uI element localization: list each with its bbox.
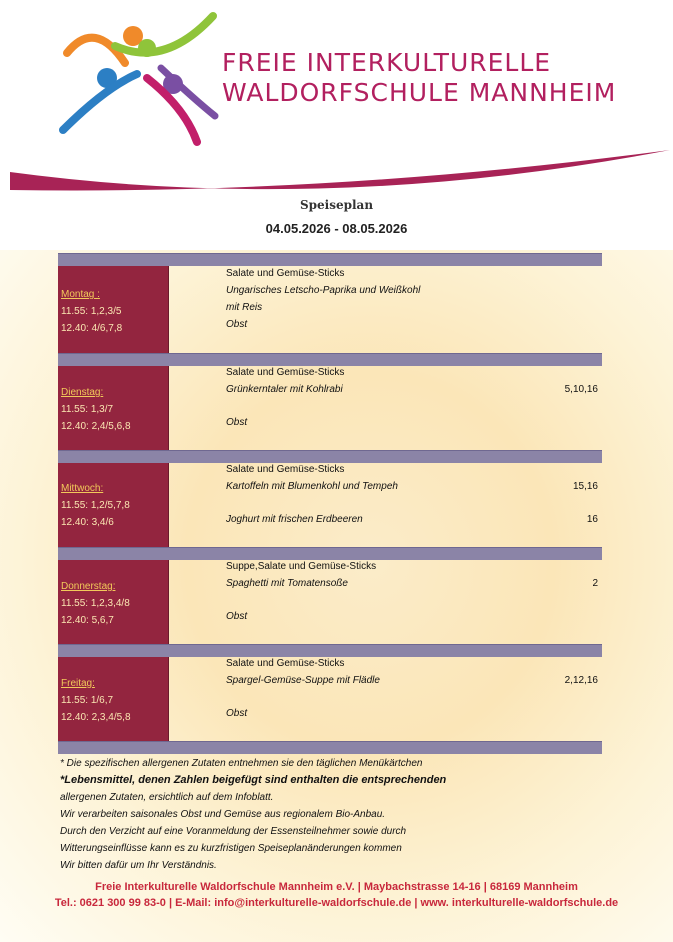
day-block-freitag [58,644,602,741]
note-line: Wir verarbeiten saisonales Obst und Gemüse aus regionalem Bio-Anbau. [60,809,386,820]
dish-line: Kartoffeln mit Blumenkohl und Tempeh [226,481,398,492]
school-name-line2: WALDORFSCHULE MANNHEIM [222,78,617,107]
dish-line: Joghurt mit frischen Erdbeeren [226,514,363,525]
separator-bar [58,253,602,266]
time-slot-2: 12.40: 4/6,7,8 [61,323,123,334]
time-slot-2: 12.40: 2,4/5,6,8 [61,421,131,432]
separator-bar [58,353,602,366]
dish-line: Salate und Gemüse-Sticks [226,367,345,378]
dish-line: Ungarisches Letscho-Paprika und Weißkohl [226,285,421,296]
allergen-codes: 2 [592,578,598,589]
plan-title: Speiseplan [299,198,374,212]
day-cell [58,560,169,644]
dish-line: Grünkerntaler mit Kohlrabi [226,384,343,395]
allergen-codes: 15,16 [572,481,598,492]
school-logo [55,8,225,148]
separator-bar [58,741,602,754]
time-slot-1: 11.55: 1/6,7 [61,695,114,706]
day-name: Freitag: [61,678,95,689]
time-slot-1: 11.55: 1,2,3/5 [61,306,122,317]
notes-section [60,755,620,874]
dish-line: Suppe,Salate und Gemüse-Sticks [226,561,377,572]
day-cell [58,657,169,741]
note-line: Witterungseinflüsse kann es zu kurzfristigen Speiseplanänderungen kommen [60,843,402,854]
dish-line: Spargel-Gemüse-Suppe mit Flädle [226,675,380,686]
footer-contact: Tel.: 0621 300 99 83-0 | E-Mail: info@interkulturelle-waldorfschule.de | www. interkulturelle-waldorfschule.de [54,897,619,909]
day-cell [58,266,169,353]
note-line: Wir bitten dafür um Ihr Verständnis. [60,860,217,871]
dish-line: Salate und Gemüse-Sticks [226,658,345,669]
note-line: Durch den Verzicht auf eine Voranmeldung der Essensteilnehmer sowie durch [60,826,407,837]
day-name: Dienstag: [61,387,104,398]
dish-line: Spaghetti mit Tomatensoße [226,578,348,589]
day-block-mittwoch [58,450,602,547]
day-block-donnerstag [58,547,602,644]
separator-bar [58,450,602,463]
allergen-codes: 5,10,16 [564,384,598,395]
day-name: Mittwoch: [61,483,104,494]
dish-line: mit Reis [226,302,263,313]
separator-bar [58,547,602,560]
time-slot-1: 11.55: 1,2/5,7,8 [61,500,130,511]
allergen-codes: 2,12,16 [564,675,598,686]
dish-line: Salate und Gemüse-Sticks [226,268,345,279]
school-name [222,48,616,108]
day-block-montag [58,253,602,353]
time-slot-2: 12.40: 2,3,4/5,8 [61,712,131,723]
note-line: allergenen Zutaten, ersichtlich auf dem Infoblatt. [60,792,274,803]
footer-address: Freie Interkulturelle Waldorfschule Mannheim e.V. | Maybachstrasse 14-16 | 68169 Mannheim [95,881,578,893]
dish-line: Salate und Gemüse-Sticks [226,464,345,475]
separator-bar [58,644,602,657]
day-name: Montag : [61,289,100,300]
day-block-end [58,741,602,753]
day-cell [58,463,169,547]
day-block-dienstag [58,353,602,450]
day-cell [58,366,169,450]
time-slot-1: 11.55: 1,3/7 [61,404,114,415]
dish-line: Obst [226,708,248,719]
note-line: *Lebensmittel, denen Zahlen beigefügt sind enthalten die entsprechenden [60,774,447,786]
time-slot-1: 11.55: 1,2,3,4/8 [61,598,130,609]
allergen-codes: 16 [586,514,598,525]
dish-line: Obst [226,611,248,622]
time-slot-2: 12.40: 5,6,7 [61,615,114,626]
dish-line: Obst [226,319,248,330]
plan-dates: 04.05.2026 - 08.05.2026 [265,221,408,236]
day-name: Donnerstag: [61,581,116,592]
school-name-line1: FREIE INTERKULTURELLE [222,48,552,77]
dish-line: Obst [226,417,248,428]
note-line: * Die spezifischen allergenen Zutaten entnehmen sie den täglichen Menükärtchen [60,758,423,769]
time-slot-2: 12.40: 3,4/6 [61,517,114,528]
